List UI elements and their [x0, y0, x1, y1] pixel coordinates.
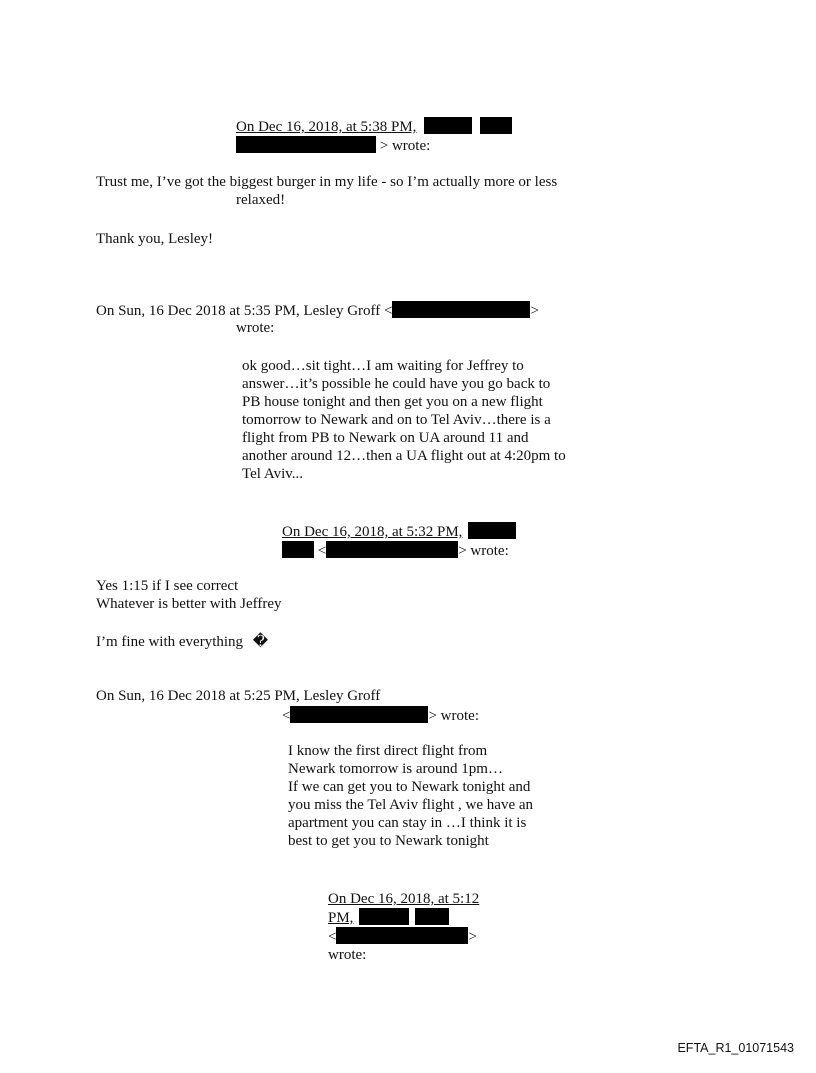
- message-line: PB house tonight and then get you on a new flight: [242, 394, 543, 410]
- redaction-box: [415, 908, 449, 925]
- message-line: tomorrow to Newark and on to Tel Aviv…there is a: [242, 412, 551, 428]
- redaction-box: [236, 136, 376, 153]
- header-line: wrote:: [328, 947, 367, 963]
- message-line: Trust me, I’ve got the biggest burger in my life - so I’m actually more or less: [96, 174, 558, 190]
- email-header-line2: [236, 136, 430, 155]
- message-line: another around 12…then a UA flight out at 4:20pm to: [242, 448, 566, 464]
- header-tail: >: [468, 929, 477, 945]
- redaction-box: [468, 522, 516, 539]
- redaction-box: [424, 117, 472, 134]
- email-header: [328, 890, 479, 964]
- header-line: On Sun, 16 Dec 2018 at 5:25 PM, Lesley Groff: [96, 688, 381, 704]
- header-line3: [328, 927, 479, 946]
- header-line: On Dec 16, 2018, at 5:32 PM,: [282, 524, 463, 540]
- message-line: ok good…sit tight…I am waiting for Jeffrey to: [242, 358, 524, 374]
- email-header-line2: [282, 706, 479, 725]
- redaction-box: [290, 706, 428, 723]
- replacement-char-icon: �: [252, 634, 269, 650]
- message-body: [242, 357, 566, 483]
- redaction-box: [480, 117, 512, 134]
- header-line: On Dec 16, 2018, at 5:38 PM,: [236, 119, 417, 135]
- email-header: [96, 301, 539, 320]
- header-mid: <: [282, 708, 291, 724]
- email-header: [282, 522, 516, 541]
- redaction-box: [282, 541, 314, 558]
- redaction-box: [326, 541, 458, 558]
- document-id: EFTA_R1_01071543: [677, 1041, 794, 1055]
- message-body: [288, 742, 533, 850]
- header-tail: > wrote:: [379, 138, 431, 154]
- message-line: flight from PB to Newark on UA around 11 and: [242, 430, 529, 446]
- message-line: Whatever is better with Jeffrey: [96, 596, 282, 612]
- message-line: Yes 1:15 if I see correct: [96, 578, 239, 594]
- message-line: apartment you can stay in …I think it is: [288, 815, 527, 831]
- header-tail: > wrote:: [428, 708, 479, 724]
- header-tail: >: [530, 303, 539, 319]
- header-line: On Sun, 16 Dec 2018 at 5:35 PM, Lesley Groff <: [96, 303, 393, 319]
- message-line: you miss the Tel Aviv flight , we have an: [288, 797, 534, 813]
- message-line: best to get you to Newark tonight: [288, 833, 489, 849]
- email-header: [236, 117, 512, 136]
- email-header-line2: [282, 541, 509, 560]
- header-tail: > wrote:: [458, 543, 509, 559]
- header-mid: <: [317, 543, 327, 559]
- message-line: answer…it’s possible he could have you go back to: [242, 376, 551, 392]
- message-line: Thank you, Lesley!: [96, 231, 214, 247]
- header-line: PM,: [328, 910, 354, 926]
- message-line: Tel Aviv...: [242, 466, 304, 482]
- redaction-box: [392, 301, 530, 318]
- message-line: relaxed!: [236, 192, 286, 208]
- message-line: I know the first direct flight from: [288, 743, 488, 759]
- header-line2: [328, 908, 479, 927]
- header-line: wrote:: [236, 320, 275, 336]
- email-header: [96, 687, 380, 705]
- redaction-box: [359, 908, 409, 925]
- message-line: Newark tomorrow is around 1pm…: [288, 761, 503, 777]
- message-line-with-emoji: [96, 633, 268, 651]
- message-line: If we can get you to Newark tonight and: [288, 779, 531, 795]
- message-line: I’m fine with everything: [96, 634, 244, 650]
- header-line: On Dec 16, 2018, at 5:12: [328, 891, 480, 907]
- redaction-box: [336, 927, 468, 944]
- header-mid: <: [328, 929, 337, 945]
